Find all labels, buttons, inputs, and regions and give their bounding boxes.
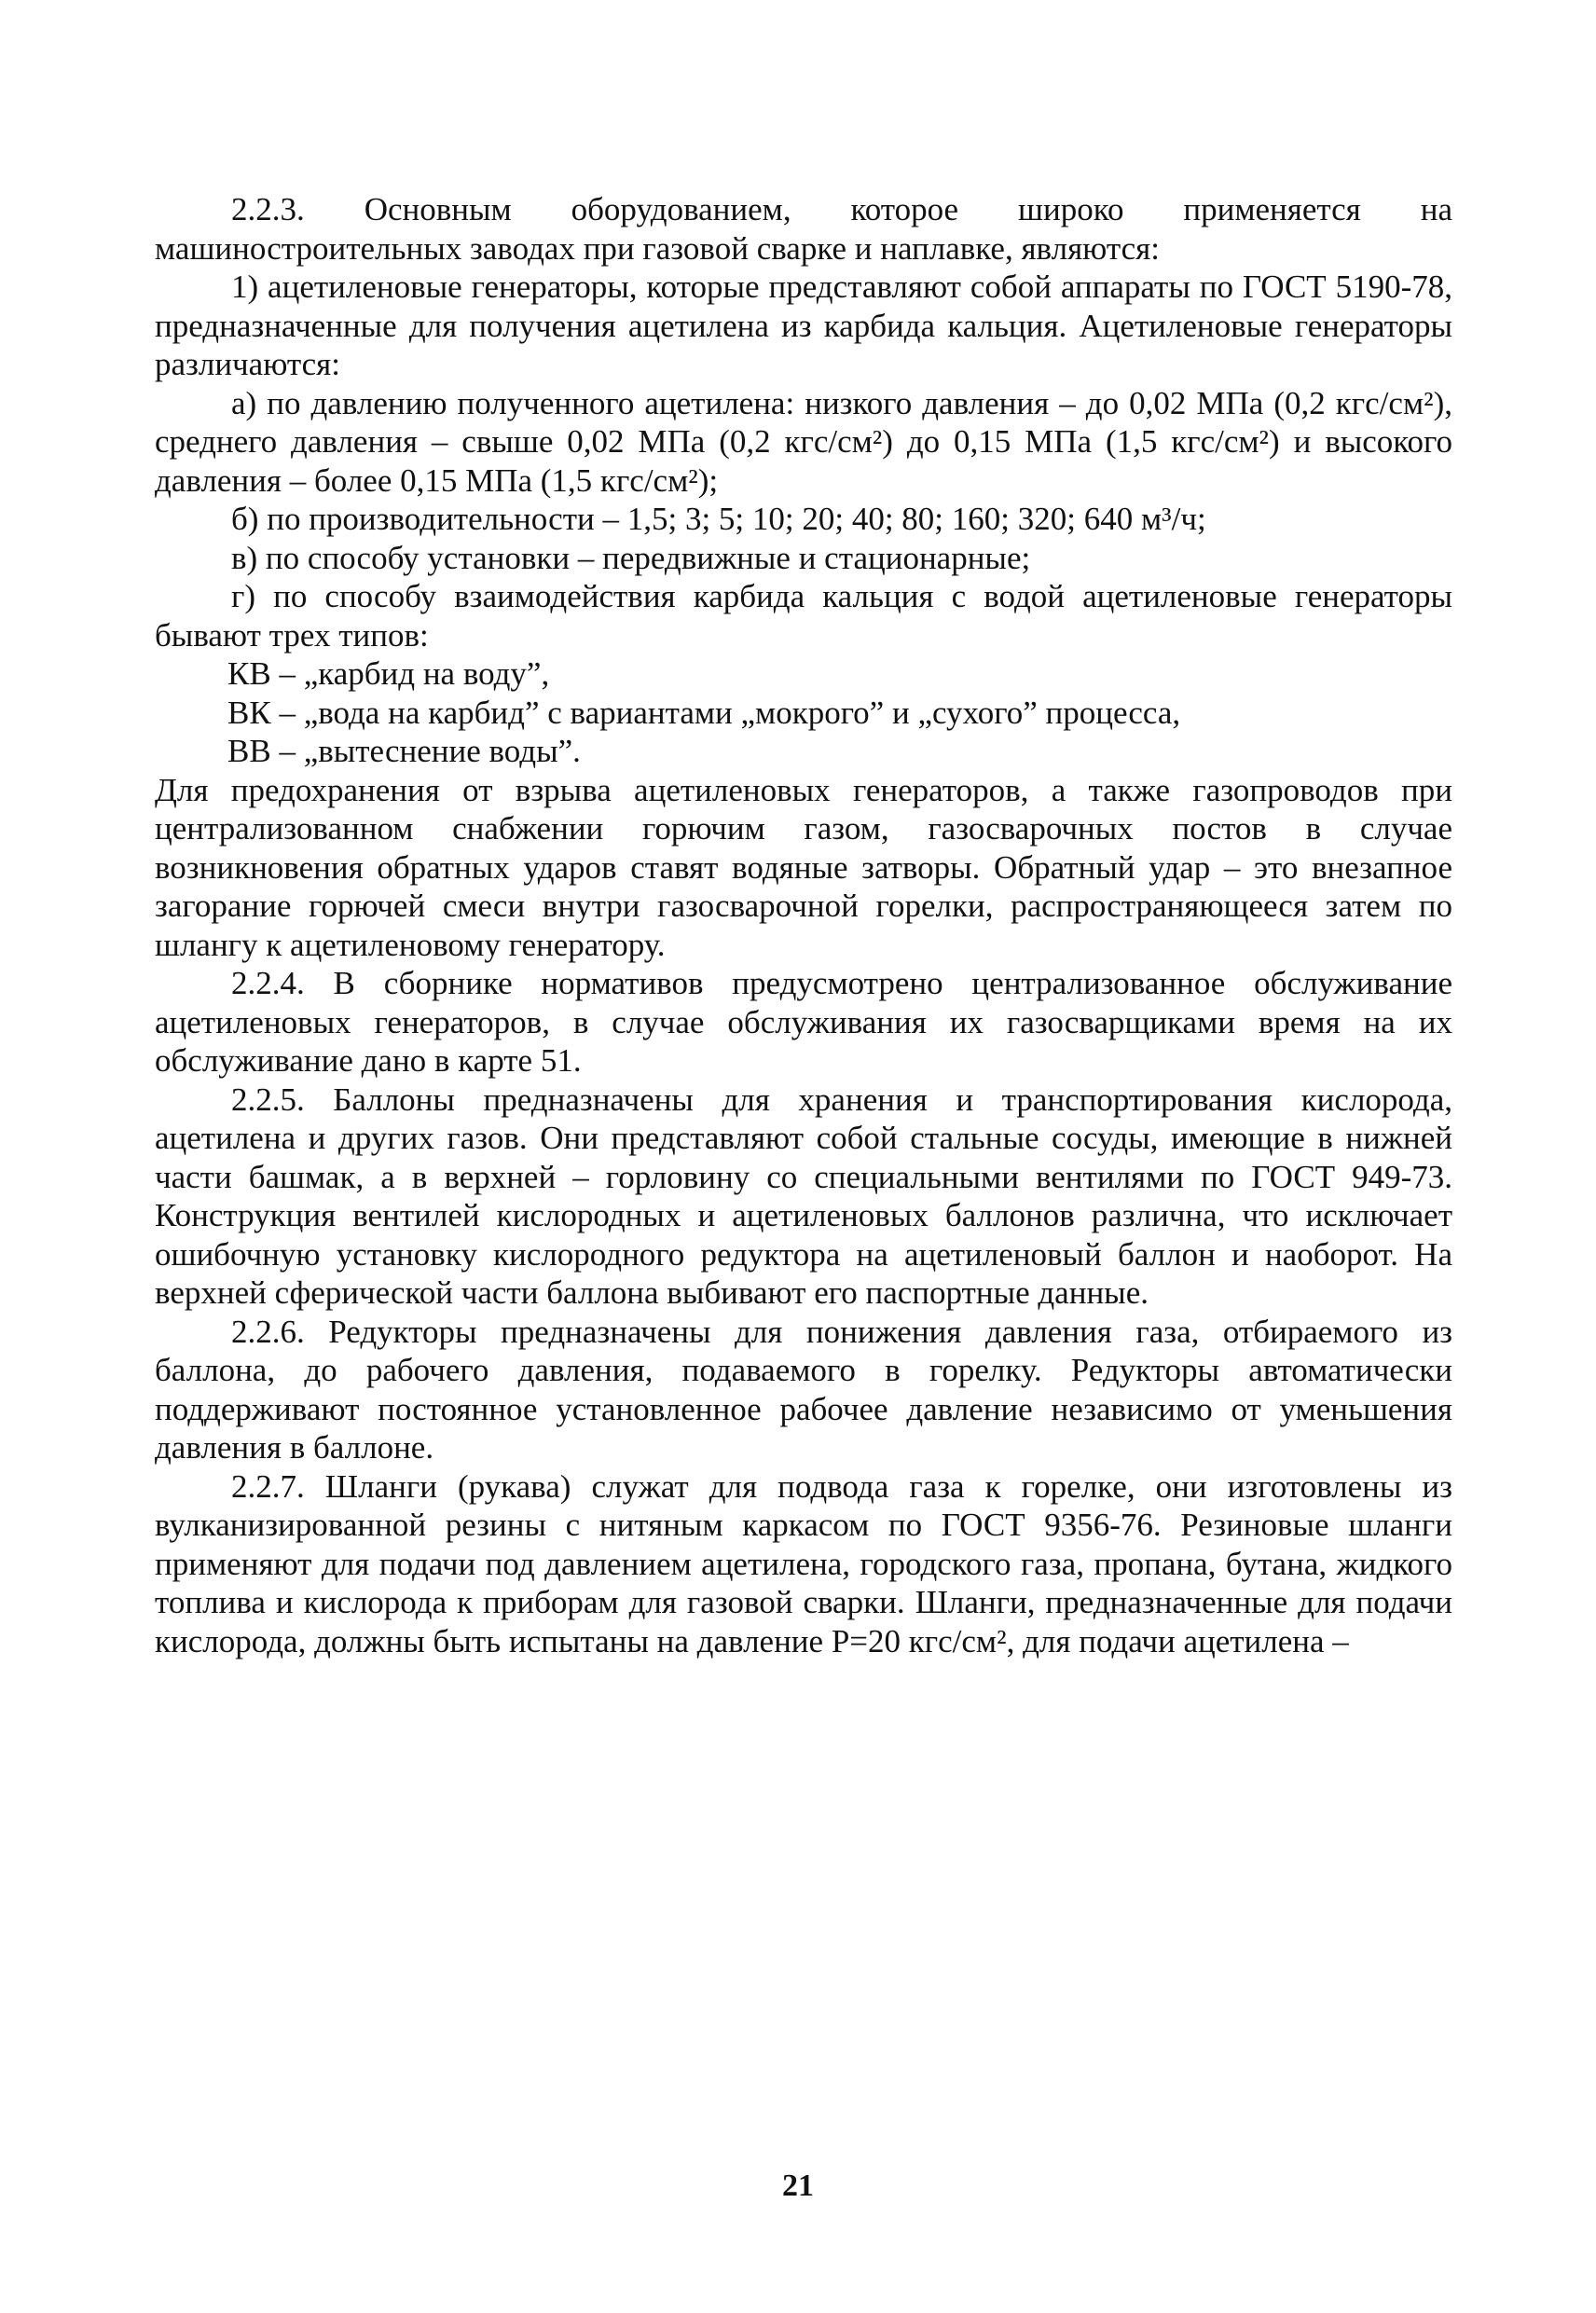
paragraph-2-2-3: 2.2.3. Основным оборудованием, которое широко применяется на машиностроительных заводах при газовой сварке и наплавке, являются:: [155, 191, 1452, 267]
paragraph-water-seals: Для предохранения от взрыва ацетиленовых генераторов, а также газопроводов при централизованном снабжении горючим газом, газосварочных постов в случае возникновения обратных ударов ставят водяные затворы. Обратный удар – это внезапное загорание горючей смеси внутри газосварочной горелки, распространяющееся затем по шлангу к ацетиленовому генератору.: [155, 771, 1452, 963]
paragraph-by-interaction: г) по способу взаимодействия карбида кальция с водой ацетиленовые генераторы бывают трех типов:: [155, 578, 1452, 654]
paragraph-2-2-7: 2.2.7. Шланги (рукава) служат для подвода газа к горелке, они изготовлены из вулканизированной резины с нитяным каркасом по ГОСТ 9356-76. Резиновые шланги применяют для подачи под давлением ацетилена, городского газа, пропана, бутана, жидкого топлива и кислорода к приборам для газовой сварки. Шланги, предназначенные для подачи кислорода, должны быть испытаны на давление Р=20 кгс/см², для подачи ацетилена –: [155, 1467, 1452, 1659]
paragraph-by-installation: в) по способу установки – передвижные и стационарные;: [231, 539, 1031, 576]
paragraph-by-capacity: б) по производительности – 1,5; 3; 5; 10; 20; 40; 80; 160; 320; 640 м³/ч;: [231, 501, 1206, 537]
paragraph-2-2-4: 2.2.4. В сборнике нормативов предусмотрено централизованное обслуживание ацетиленовых генераторов, в случае обслуживания их газосварщиками время на их обслуживание дано в карте 51.: [155, 965, 1452, 1079]
paragraph-2-2-6: 2.2.6. Редукторы предназначены для понижения давления газа, отбираемого из баллона, до рабочего давления, подаваемого в горелку. Редукторы автоматически поддерживают постоянное установленное рабочее давление независимо от уменьшения давления в баллоне.: [155, 1313, 1452, 1466]
type-kv: КВ – „карбид на воду”,: [227, 655, 550, 692]
paragraph-2-2-5: 2.2.5. Баллоны предназначены для хранения и транспортирования кислорода, ацетилена и других газов. Они представляют собой стальные сосуды, имеющие в нижней части башмак, а в верхней – горловину со специальными вентилями по ГОСТ 949-73. Конструкция вентилей кислородных и ацетиленовых баллонов различна, что исключает ошибочную установку кислородного редуктора на ацетиленовый баллон и наоборот. На верхней сферической части баллона выбивают его паспортные данные.: [155, 1081, 1452, 1311]
paragraph-acetylene-generators: 1) ацетиленовые генераторы, которые представляют собой аппараты по ГОСТ 5190-78, предназначенные для получения ацетилена из карбида кальция. Ацетиленовые генераторы различаются:: [155, 268, 1452, 382]
type-vv: ВВ – „вытеснение воды”.: [227, 733, 581, 769]
paragraph-by-pressure: а) по давлению полученного ацетилена: низкого давления – до 0,02 МПа (0,2 кгс/см²), среднего давления – свыше 0,02 МПа (0,2 кгс/см²) до 0,15 МПа (1,5 кгс/см²) и высокого давления – более 0,15 МПа (1,5 кгс/см²);: [155, 384, 1452, 499]
type-vk: ВК – „вода на карбид” с вариантами „мокрого” и „сухого” процесса,: [227, 694, 1181, 731]
page-number: 21: [782, 2168, 814, 2203]
body-text: [155, 190, 1452, 1660]
